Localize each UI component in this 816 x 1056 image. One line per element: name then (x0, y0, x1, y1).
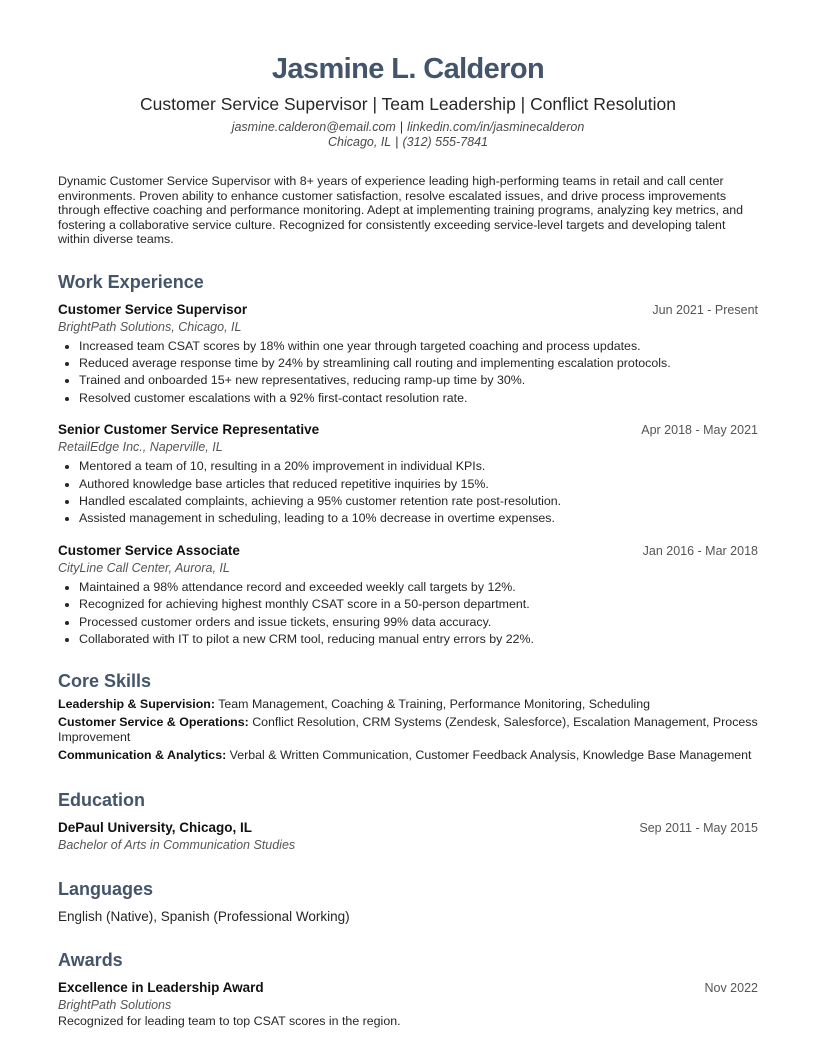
skill-text: Verbal & Written Communication, Customer Feedback Analysis, Knowledge Base Management (229, 748, 752, 763)
skill-category: Customer Service & Operations: (58, 715, 249, 730)
job-bullets (58, 579, 758, 649)
section-title-languages: Languages (58, 879, 154, 900)
skill-category: Communication & Analytics: (58, 748, 227, 763)
bullet-item: • Collaborated with IT to pilot a new CRM tool, reducing manual entry errors by 22%. (79, 631, 758, 648)
job-entry (58, 301, 758, 408)
award-date: Nov 2022 (704, 981, 758, 996)
bullet-item: • Trained and onboarded 15+ new representatives, reducing ramp-up time by 30%. (79, 372, 758, 389)
skill-line (58, 715, 758, 745)
award-name: Excellence in Leadership Award (58, 980, 264, 996)
school-name: DePaul University, Chicago, IL (58, 820, 253, 836)
bullet-item: • Mentored a team of 10, resulting in a 20% improvement in individual KPIs. (79, 458, 758, 475)
section-title-awards: Awards (58, 950, 123, 971)
bullet-item: • Assisted management in scheduling, leading to a 10% decrease in overtime expenses. (79, 510, 758, 527)
job-entry (58, 421, 758, 528)
summary: Dynamic Customer Service Supervisor with 8+ years of experience leading high-performing teams in retail and call center environments. Proven ability to enhance customer satisfaction, resolve escalated issues, and drive process improvements through effective coaching and performance monitoring. Adept at implementing training programs, analyzing key metrics, and fostering a collaborative service culture. Recognized for consistently exceeding service-level targets and developing talent within diverse teams. (58, 174, 744, 246)
job-bullets (58, 338, 758, 408)
separator: | (395, 135, 399, 149)
job-title: Customer Service Associate (58, 542, 240, 558)
job-company: RetailEdge Inc., Naperville, IL (58, 440, 223, 455)
location: Chicago, IL (328, 135, 392, 149)
education-entry (58, 819, 758, 854)
job-entry (58, 542, 758, 649)
skill-category: Leadership & Supervision: (58, 697, 215, 712)
linkedin[interactable]: linkedin.com/in/jasminecalderon (407, 120, 585, 134)
section-title-skills: Core Skills (58, 671, 152, 692)
job-company: BrightPath Solutions, Chicago, IL (58, 319, 242, 334)
bullet-item: • Recognized for achieving highest monthly CSAT score in a 50-person department. (79, 596, 758, 613)
skills-list (58, 697, 758, 763)
section-title-experience: Work Experience (58, 271, 204, 292)
contact-line-2 (58, 135, 758, 150)
award-entry (58, 979, 758, 1028)
candidate-name: Jasmine L. Calderon (271, 53, 545, 85)
job-title: Customer Service Supervisor (58, 301, 248, 317)
bullet-item: • Maintained a 98% attendance record and exceeded weekly call targets by 12%. (79, 579, 758, 596)
bullet-item: • Reduced average response time by 24% by streamlining call routing and implementing escalation protocols. (79, 355, 758, 372)
section-title-education: Education (58, 790, 146, 811)
bullet-item: • Handled escalated complaints, achieving a 95% customer retention rate post-resolution. (79, 493, 758, 510)
job-bullets (58, 458, 758, 528)
job-company: CityLine Call Center, Aurora, IL (58, 560, 230, 575)
job-dates: Apr 2018 - May 2021 (641, 423, 758, 438)
contact-line-1 (58, 120, 758, 135)
job-dates: Jun 2021 - Present (652, 302, 758, 317)
job-title: Senior Customer Service Representative (58, 422, 320, 438)
languages-text: English (Native), Spanish (Professional Working) (58, 909, 350, 925)
skill-line (58, 697, 758, 712)
award-description: Recognized for leading team to top CSAT scores in the region. (58, 1014, 401, 1029)
phone[interactable]: (312) 555-7841 (402, 135, 488, 149)
skill-text: Team Management, Coaching & Training, Performance Monitoring, Scheduling (218, 697, 651, 712)
skill-line (58, 748, 758, 763)
skill-text: Conflict Resolution, CRM Systems (Zendesk, Salesforce), Escalation Management, Process Improvement (58, 715, 758, 745)
bullet-item: • Resolved customer escalations with a 92% first-contact resolution rate. (79, 390, 758, 407)
separator: | (399, 120, 404, 134)
bullet-item: • Authored knowledge base articles that reduced repetitive inquiries by 15%. (79, 476, 758, 493)
degree: Bachelor of Arts in Communication Studies (58, 838, 296, 853)
bullet-item: • Increased team CSAT scores by 18% within one year through targeted coaching and process updates. (79, 338, 758, 355)
bullet-item: • Processed customer orders and issue tickets, ensuring 99% data accuracy. (79, 614, 758, 631)
headline: Customer Service Supervisor | Team Leadership | Conflict Resolution (140, 94, 676, 114)
education-dates: Sep 2011 - May 2015 (639, 821, 758, 836)
email[interactable]: jasmine.calderon@email.com (231, 120, 396, 134)
award-org: BrightPath Solutions (58, 998, 172, 1013)
job-dates: Jan 2016 - Mar 2018 (642, 543, 758, 558)
